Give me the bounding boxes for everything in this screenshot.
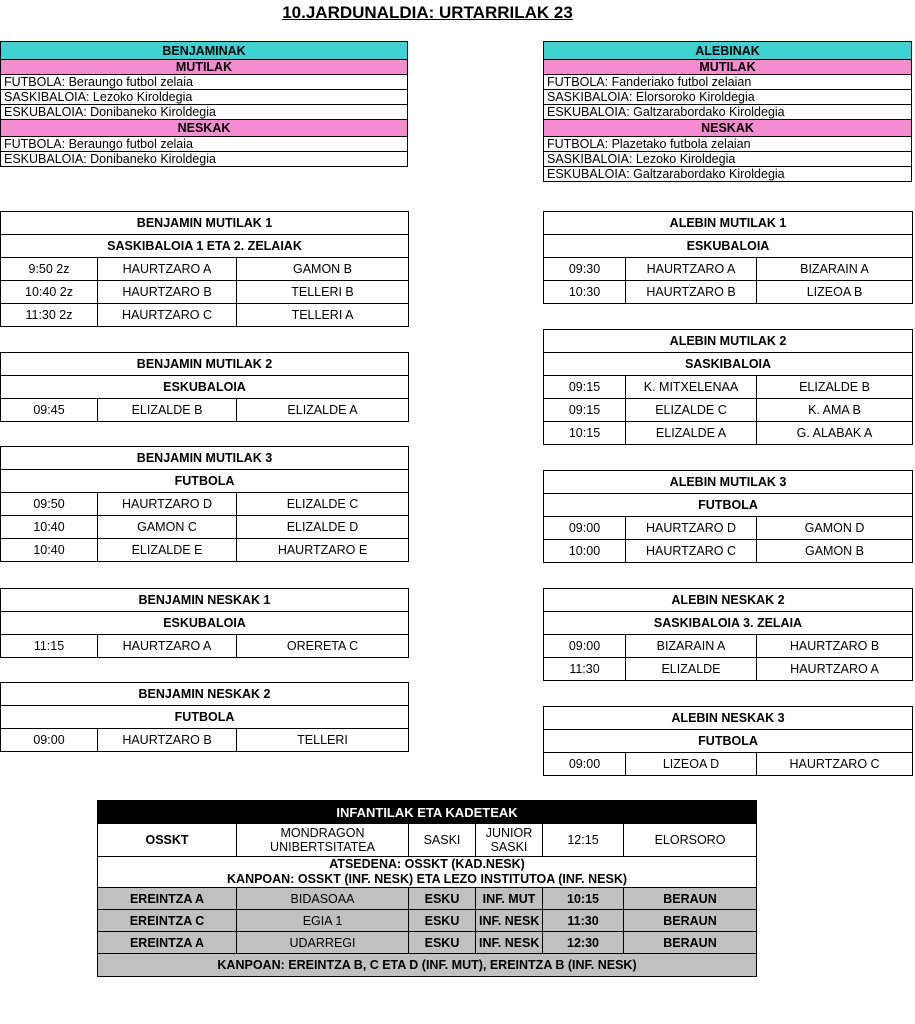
match-time: 11:30 2z — [1, 304, 98, 327]
venue-line: FUTBOLA: Plazetako futbola zelaian — [544, 137, 912, 152]
benjaminak-venues-table — [0, 41, 408, 167]
home-team: ELIZALDE A — [626, 422, 757, 445]
match-row — [98, 888, 757, 910]
schedule-title: ALEBIN NESKAK 3 — [544, 707, 913, 730]
away-team: ELIZALDE B — [757, 376, 913, 399]
match-row — [1, 281, 409, 304]
match-time: 10:40 2z — [1, 281, 98, 304]
sport: ESKU — [409, 888, 476, 910]
match-row — [544, 281, 913, 304]
home-team: ELIZALDE B — [98, 399, 237, 422]
schedule-title: ALEBIN MUTILAK 2 — [544, 330, 913, 353]
match-time: 10:00 — [544, 540, 626, 563]
home-team: K. MITXELENAA — [626, 376, 757, 399]
away-team: EGIA 1 — [237, 910, 409, 932]
kanpoan-ereintza-note: KANPOAN: EREINTZA B, C ETA D (INF. MUT), EREINTZA B (INF. NESK) — [98, 954, 757, 977]
match-time: 10:15 — [543, 888, 624, 910]
schedule-sport: SASKIBALOIA 1 ETA 2. ZELAIAK — [1, 235, 409, 258]
match-time: 09:00 — [1, 729, 98, 752]
schedule-alebin-neskak-3 — [543, 706, 913, 776]
sport: ESKU — [409, 910, 476, 932]
home-team: OSSKT — [98, 824, 237, 857]
match-time: 10:40 — [1, 539, 98, 562]
alebinak-header: ALEBINAK — [544, 42, 912, 60]
away-team: BIZARAIN A — [757, 258, 913, 281]
venue-line: SASKIBALOIA: Elorsoroko Kiroldegia — [544, 90, 912, 105]
home-team: EREINTZA C — [98, 910, 237, 932]
match-time: 10:30 — [544, 281, 626, 304]
schedule-title: ALEBIN MUTILAK 1 — [544, 212, 913, 235]
schedule-title: BENJAMIN MUTILAK 2 — [1, 353, 409, 376]
home-team: ELIZALDE C — [626, 399, 757, 422]
sport: ESKU — [409, 932, 476, 954]
schedule-sport: FUTBOLA — [1, 706, 409, 729]
match-time: 12:15 — [543, 824, 624, 857]
schedule-alebin-neskak-2 — [543, 588, 913, 681]
match-time: 10:40 — [1, 516, 98, 539]
home-team: HAURTZARO B — [626, 281, 757, 304]
away-team: HAURTZARO B — [757, 635, 913, 658]
away-team: ORERETA C — [237, 635, 409, 658]
match-row — [1, 399, 409, 422]
kanpoan-osskt-note: KANPOAN: OSSKT (INF. NESK) ETA LEZO INSTITUTOA (INF. NESK) — [227, 872, 628, 886]
home-team: EREINTZA A — [98, 932, 237, 954]
away-team: GAMON D — [757, 517, 913, 540]
schedule-sport: SASKIBALOIA — [544, 353, 913, 376]
schedule-sport: FUTBOLA — [544, 730, 913, 753]
match-time: 11:15 — [1, 635, 98, 658]
sport: SASKI — [409, 824, 476, 857]
away-team: ELIZALDE C — [237, 493, 409, 516]
schedule-benjamin-neskak-1 — [0, 588, 409, 658]
match-row — [544, 422, 913, 445]
schedule-sport: FUTBOLA — [1, 470, 409, 493]
venue: ELORSORO — [624, 824, 757, 857]
venue-line: ESKUBALOIA: Galtzarabordako Kiroldegia — [544, 167, 912, 182]
venue: BERAUN — [624, 910, 757, 932]
match-row — [98, 932, 757, 954]
match-time: 09:50 — [1, 493, 98, 516]
home-team: EREINTZA A — [98, 888, 237, 910]
venue-line: FUTBOLA: Beraungo futbol zelaia — [1, 137, 408, 152]
match-time: 9:50 2z — [1, 258, 98, 281]
away-team: GAMON B — [237, 258, 409, 281]
match-row — [1, 258, 409, 281]
match-time: 09:45 — [1, 399, 98, 422]
infantilak-header: INFANTILAK ETA KADETEAK — [98, 801, 757, 824]
schedule-benjamin-mutilak-2 — [0, 352, 409, 422]
schedule-alebin-mutilak-3 — [543, 470, 913, 563]
schedule-title: ALEBIN NESKAK 2 — [544, 589, 913, 612]
away-team: ELIZALDE A — [237, 399, 409, 422]
schedule-title: BENJAMIN MUTILAK 3 — [1, 447, 409, 470]
away-team: MONDRAGON UNIBERTSITATEA — [237, 824, 409, 857]
match-row — [98, 910, 757, 932]
match-time: 10:15 — [544, 422, 626, 445]
venue: BERAUN — [624, 932, 757, 954]
home-team: HAURTZARO B — [98, 729, 237, 752]
schedule-title: ALEBIN MUTILAK 3 — [544, 471, 913, 494]
schedule-sport: ESKUBALOIA — [544, 235, 913, 258]
match-row — [544, 258, 913, 281]
match-row — [1, 516, 409, 539]
match-row — [1, 635, 409, 658]
match-row — [544, 399, 913, 422]
schedule-title: BENJAMIN NESKAK 1 — [1, 589, 409, 612]
match-time: 12:30 — [543, 932, 624, 954]
away-team: ELIZALDE D — [237, 516, 409, 539]
match-row — [1, 493, 409, 516]
schedule-sport: SASKIBALOIA 3. ZELAIA — [544, 612, 913, 635]
away-team: LIZEOA B — [757, 281, 913, 304]
away-team: G. ALABAK A — [757, 422, 913, 445]
infantilak-kadeteak-table — [97, 800, 757, 977]
schedule-title: BENJAMIN NESKAK 2 — [1, 683, 409, 706]
match-row — [1, 304, 409, 327]
home-team: HAURTZARO A — [626, 258, 757, 281]
schedule-sport: FUTBOLA — [544, 494, 913, 517]
home-team: HAURTZARO B — [98, 281, 237, 304]
away-team: K. AMA B — [757, 399, 913, 422]
match-row — [544, 753, 913, 776]
match-row — [1, 729, 409, 752]
match-time: 11:30 — [543, 910, 624, 932]
home-team: HAURTZARO C — [98, 304, 237, 327]
away-team: TELLERI — [237, 729, 409, 752]
home-team: HAURTZARO D — [626, 517, 757, 540]
venue-line: SASKIBALOIA: Lezoko Kiroldegia — [544, 152, 912, 167]
venue-line: ESKUBALOIA: Donibaneko Kiroldegia — [1, 105, 408, 120]
away-team: UDARREGI — [237, 932, 409, 954]
venue-line: ESKUBALOIA: Galtzarabordako Kiroldegia — [544, 105, 912, 120]
schedule-benjamin-neskak-2 — [0, 682, 409, 752]
benjaminak-mutilak-label: MUTILAK — [1, 60, 408, 75]
match-row — [1, 539, 409, 562]
schedule-title: BENJAMIN MUTILAK 1 — [1, 212, 409, 235]
away-team: TELLERI A — [237, 304, 409, 327]
away-team: HAURTZARO E — [237, 539, 409, 562]
home-team: LIZEOA D — [626, 753, 757, 776]
venue-line: SASKIBALOIA: Lezoko Kiroldegia — [1, 90, 408, 105]
match-time: 11:30 — [544, 658, 626, 681]
match-time: 09:30 — [544, 258, 626, 281]
home-team: HAURTZARO A — [98, 258, 237, 281]
home-team: HAURTZARO D — [98, 493, 237, 516]
category: INF. NESK — [476, 932, 543, 954]
match-row — [544, 635, 913, 658]
away-team: HAURTZARO C — [757, 753, 913, 776]
home-team: GAMON C — [98, 516, 237, 539]
home-team: BIZARAIN A — [626, 635, 757, 658]
match-time: 09:15 — [544, 376, 626, 399]
venue-line: FUTBOLA: Beraungo futbol zelaia — [1, 75, 408, 90]
alebinak-venues-table — [543, 41, 912, 182]
schedule-alebin-mutilak-1 — [543, 211, 913, 304]
away-team: HAURTZARO A — [757, 658, 913, 681]
category: INF. MUT — [476, 888, 543, 910]
away-team: TELLERI B — [237, 281, 409, 304]
schedule-benjamin-mutilak-3 — [0, 446, 409, 562]
home-team: HAURTZARO A — [98, 635, 237, 658]
match-row — [544, 540, 913, 563]
benjaminak-header: BENJAMINAK — [1, 42, 408, 60]
match-row — [544, 658, 913, 681]
match-time: 09:00 — [544, 635, 626, 658]
match-row — [544, 517, 913, 540]
infantilak-notes — [98, 857, 757, 888]
away-team: GAMON B — [757, 540, 913, 563]
match-time: 09:00 — [544, 753, 626, 776]
venue: BERAUN — [624, 888, 757, 910]
match-time: 09:00 — [544, 517, 626, 540]
match-time: 09:15 — [544, 399, 626, 422]
category: JUNIOR SASKI — [476, 824, 543, 857]
category: INF. NESK — [476, 910, 543, 932]
schedule-sport: ESKUBALOIA — [1, 376, 409, 399]
away-team: BIDASOAA — [237, 888, 409, 910]
page-title: 10.JARDUNALDIA: URTARRILAK 23 — [282, 3, 573, 22]
home-team: ELIZALDE — [626, 658, 757, 681]
home-team: HAURTZARO C — [626, 540, 757, 563]
home-team: ELIZALDE E — [98, 539, 237, 562]
match-row — [98, 824, 757, 857]
schedule-sport: ESKUBALOIA — [1, 612, 409, 635]
alebinak-neskak-label: NESKAK — [544, 120, 912, 137]
match-row — [544, 376, 913, 399]
alebinak-mutilak-label: MUTILAK — [544, 60, 912, 75]
atsedena-note: ATSEDENA: OSSKT (KAD.NESK) — [329, 857, 525, 871]
schedule-alebin-mutilak-2 — [543, 329, 913, 445]
venue-line: ESKUBALOIA: Donibaneko Kiroldegia — [1, 152, 408, 167]
venue-line: FUTBOLA: Fanderiako futbol zelaian — [544, 75, 912, 90]
benjaminak-neskak-label: NESKAK — [1, 120, 408, 137]
schedule-benjamin-mutilak-1 — [0, 211, 409, 327]
